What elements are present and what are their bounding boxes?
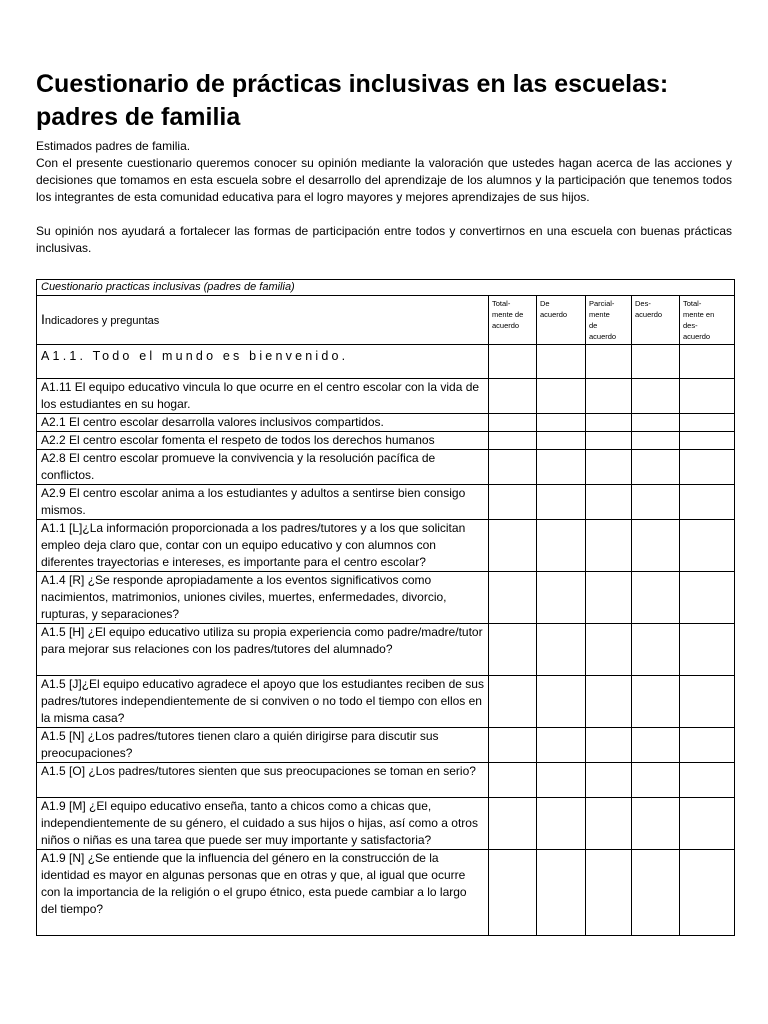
option-header-totally-disagree: Total- mente en des- acuerdo <box>680 296 735 345</box>
questionnaire-table <box>36 279 735 936</box>
option-header-disagree: Des- acuerdo <box>632 296 680 345</box>
question-text: A1.5 [O] ¿Los padres/tutores sienten que sus preocupaciones se toman en serio? <box>37 763 489 798</box>
table-row <box>37 414 735 432</box>
question-text: A1.4 [R] ¿Se responde apropiadamente a los eventos significativos como nacimientos, matrimonios, uniones civiles, muertes, enfermedades, divorcio, rupturas, y separaciones? <box>37 572 489 624</box>
answer-cell-totally-agree[interactable] <box>489 763 537 798</box>
answer-cell-totally-disagree[interactable] <box>680 676 735 728</box>
intro-text <box>36 138 732 257</box>
answer-cell-agree[interactable] <box>537 798 586 850</box>
table-header-row <box>37 296 735 345</box>
answer-cell-agree[interactable] <box>537 763 586 798</box>
question-text: A1.9 [N] ¿Se entiende que la influencia del género en la construcción de la identidad es mayor en algunas personas que en otras y que, al igual que ocurre con la importancia de la religión o el grupo étnico, esta puede cambiar a lo largo del tiempo? <box>37 850 489 936</box>
answer-cell-disagree[interactable] <box>632 414 680 432</box>
table-row <box>37 432 735 450</box>
answer-cell-agree[interactable] <box>537 414 586 432</box>
table-row <box>37 676 735 728</box>
answer-cell-disagree[interactable] <box>632 432 680 450</box>
answer-cell-agree[interactable] <box>537 572 586 624</box>
answer-cell-totally-disagree[interactable] <box>680 520 735 572</box>
answer-cell-partially-agree[interactable] <box>586 572 632 624</box>
indicators-header-initial: I <box>41 311 45 327</box>
table-row <box>37 485 735 520</box>
table-row <box>37 520 735 572</box>
answer-cell-partially-agree[interactable] <box>586 850 632 936</box>
answer-cell-disagree[interactable] <box>632 572 680 624</box>
question-text: A1.5 [N] ¿Los padres/tutores tienen claro a quién dirigirse para discutir sus preocupaciones? <box>37 728 489 763</box>
answer-cell-agree[interactable] <box>537 485 586 520</box>
answer-cell-partially-agree[interactable] <box>586 485 632 520</box>
indicators-header <box>37 296 489 345</box>
answer-cell-disagree[interactable] <box>632 728 680 763</box>
table-row <box>37 379 735 414</box>
answer-cell-totally-agree[interactable] <box>489 572 537 624</box>
table-caption-row <box>37 280 735 296</box>
intro-paragraph-1: Con el presente cuestionario queremos conocer su opinión mediante la valoración que ustedes hagan acerca de las acciones y decisiones que tomamos en esta escuela sobre el desarrollo del aprendizaje de los alumnos y la participación que tenemos todos los integrantes de esta comunidad educativa para el logro mayores y mejores aprendizajes de sus hijos. <box>36 156 732 204</box>
answer-cell-totally-disagree[interactable] <box>680 345 735 379</box>
answer-cell-disagree[interactable] <box>632 345 680 379</box>
answer-cell-totally-disagree[interactable] <box>680 485 735 520</box>
answer-cell-totally-agree[interactable] <box>489 432 537 450</box>
table-row <box>37 850 735 936</box>
answer-cell-totally-agree[interactable] <box>489 450 537 485</box>
answer-cell-totally-disagree[interactable] <box>680 728 735 763</box>
answer-cell-partially-agree[interactable] <box>586 676 632 728</box>
answer-cell-disagree[interactable] <box>632 676 680 728</box>
answer-cell-totally-agree[interactable] <box>489 850 537 936</box>
answer-cell-partially-agree[interactable] <box>586 379 632 414</box>
answer-cell-partially-agree[interactable] <box>586 414 632 432</box>
answer-cell-disagree[interactable] <box>632 520 680 572</box>
table-row <box>37 798 735 850</box>
answer-cell-agree[interactable] <box>537 379 586 414</box>
answer-cell-partially-agree[interactable] <box>586 798 632 850</box>
question-text: A2.2 El centro escolar fomenta el respeto de todos los derechos humanos <box>37 432 489 450</box>
table-row <box>37 624 735 676</box>
answer-cell-totally-agree[interactable] <box>489 624 537 676</box>
answer-cell-totally-agree[interactable] <box>489 345 537 379</box>
answer-cell-totally-agree[interactable] <box>489 485 537 520</box>
question-text: A1.1 [L]¿La información proporcionada a los padres/tutores y a los que solicitan empleo deja claro que, contar con un equipo educativo y con alumnos con diferentes trayectorias e intereses, es importante para el centro escolar? <box>37 520 489 572</box>
answer-cell-disagree[interactable] <box>632 850 680 936</box>
answer-cell-agree[interactable] <box>537 520 586 572</box>
answer-cell-totally-agree[interactable] <box>489 798 537 850</box>
answer-cell-partially-agree[interactable] <box>586 728 632 763</box>
indicators-header-text: ndicadores y preguntas <box>44 315 160 327</box>
answer-cell-partially-agree[interactable] <box>586 763 632 798</box>
greeting: Estimados padres de familia. <box>36 139 191 153</box>
answer-cell-partially-agree[interactable] <box>586 345 632 379</box>
answer-cell-agree[interactable] <box>537 676 586 728</box>
document-title: Cuestionario de prácticas inclusivas en las escuelas: padres de familia <box>36 70 669 131</box>
answer-cell-totally-agree[interactable] <box>489 414 537 432</box>
table-row <box>37 450 735 485</box>
answer-cell-totally-agree[interactable] <box>489 379 537 414</box>
answer-cell-disagree[interactable] <box>632 450 680 485</box>
answer-cell-partially-agree[interactable] <box>586 432 632 450</box>
answer-cell-agree[interactable] <box>537 850 586 936</box>
table-row <box>37 572 735 624</box>
answer-cell-totally-disagree[interactable] <box>680 450 735 485</box>
question-text: A2.8 El centro escolar promueve la convivencia y la resolución pacífica de conflictos. <box>37 450 489 485</box>
answer-cell-agree[interactable] <box>537 345 586 379</box>
answer-cell-partially-agree[interactable] <box>586 450 632 485</box>
question-text: A1.11 El equipo educativo vincula lo que ocurre en el centro escolar con la vida de los estudiantes en su hogar. <box>37 379 489 414</box>
answer-cell-agree[interactable] <box>537 624 586 676</box>
answer-cell-totally-agree[interactable] <box>489 728 537 763</box>
option-header-totally-agree: Total- mente de acuerdo <box>489 296 537 345</box>
table-row <box>37 763 735 798</box>
answer-cell-disagree[interactable] <box>632 763 680 798</box>
table-row <box>37 728 735 763</box>
answer-cell-partially-agree[interactable] <box>586 520 632 572</box>
answer-cell-totally-disagree[interactable] <box>680 379 735 414</box>
table-caption: Cuestionario practicas inclusivas (padres de familia) <box>37 280 735 296</box>
answer-cell-totally-disagree[interactable] <box>680 798 735 850</box>
answer-cell-partially-agree[interactable] <box>586 624 632 676</box>
question-text: A1.9 [M] ¿El equipo educativo enseña, tanto a chicos como a chicas que, independientemente de su género, el cuidado a sus hijos o hijas, así como a otros niños o niñas es una tarea que puede ser muy importante y satisfactoria? <box>37 798 489 850</box>
answer-cell-disagree[interactable] <box>632 485 680 520</box>
option-header-partially-agree: Parcial- mente de acuerdo <box>586 296 632 345</box>
answer-cell-agree[interactable] <box>537 450 586 485</box>
answer-cell-totally-disagree[interactable] <box>680 432 735 450</box>
answer-cell-totally-disagree[interactable] <box>680 624 735 676</box>
answer-cell-totally-agree[interactable] <box>489 520 537 572</box>
answer-cell-agree[interactable] <box>537 432 586 450</box>
answer-cell-totally-disagree[interactable] <box>680 763 735 798</box>
intro-paragraph-2: Su opinión nos ayudará a fortalecer las formas de participación entre todos y convertirnos en una escuela con buenas prácticas inclusivas. <box>36 224 732 255</box>
question-text: A2.9 El centro escolar anima a los estudiantes y adultos a sentirse bien consigo mismos. <box>37 485 489 520</box>
answer-cell-agree[interactable] <box>537 728 586 763</box>
answer-cell-totally-disagree[interactable] <box>680 572 735 624</box>
option-header-agree: De acuerdo <box>537 296 586 345</box>
question-text: A2.1 El centro escolar desarrolla valores inclusivos compartidos. <box>37 414 489 432</box>
answer-cell-totally-disagree[interactable] <box>680 414 735 432</box>
question-text: A1.5 [J]¿El equipo educativo agradece el apoyo que los estudiantes reciben de sus padres/tutores independientemente de si conviven o no todo el tiempo con ellos en la misma casa? <box>37 676 489 728</box>
answer-cell-totally-agree[interactable] <box>489 676 537 728</box>
answer-cell-disagree[interactable] <box>632 624 680 676</box>
question-text: A1.1. Todo el mundo es bienvenido. <box>37 345 489 379</box>
answer-cell-disagree[interactable] <box>632 798 680 850</box>
table-row <box>37 345 735 379</box>
question-text: A1.5 [H] ¿El equipo educativo utiliza su propia experiencia como padre/madre/tutor para mejorar sus relaciones con los padres/tutores del alumnado? <box>37 624 489 676</box>
answer-cell-disagree[interactable] <box>632 379 680 414</box>
answer-cell-totally-disagree[interactable] <box>680 850 735 936</box>
